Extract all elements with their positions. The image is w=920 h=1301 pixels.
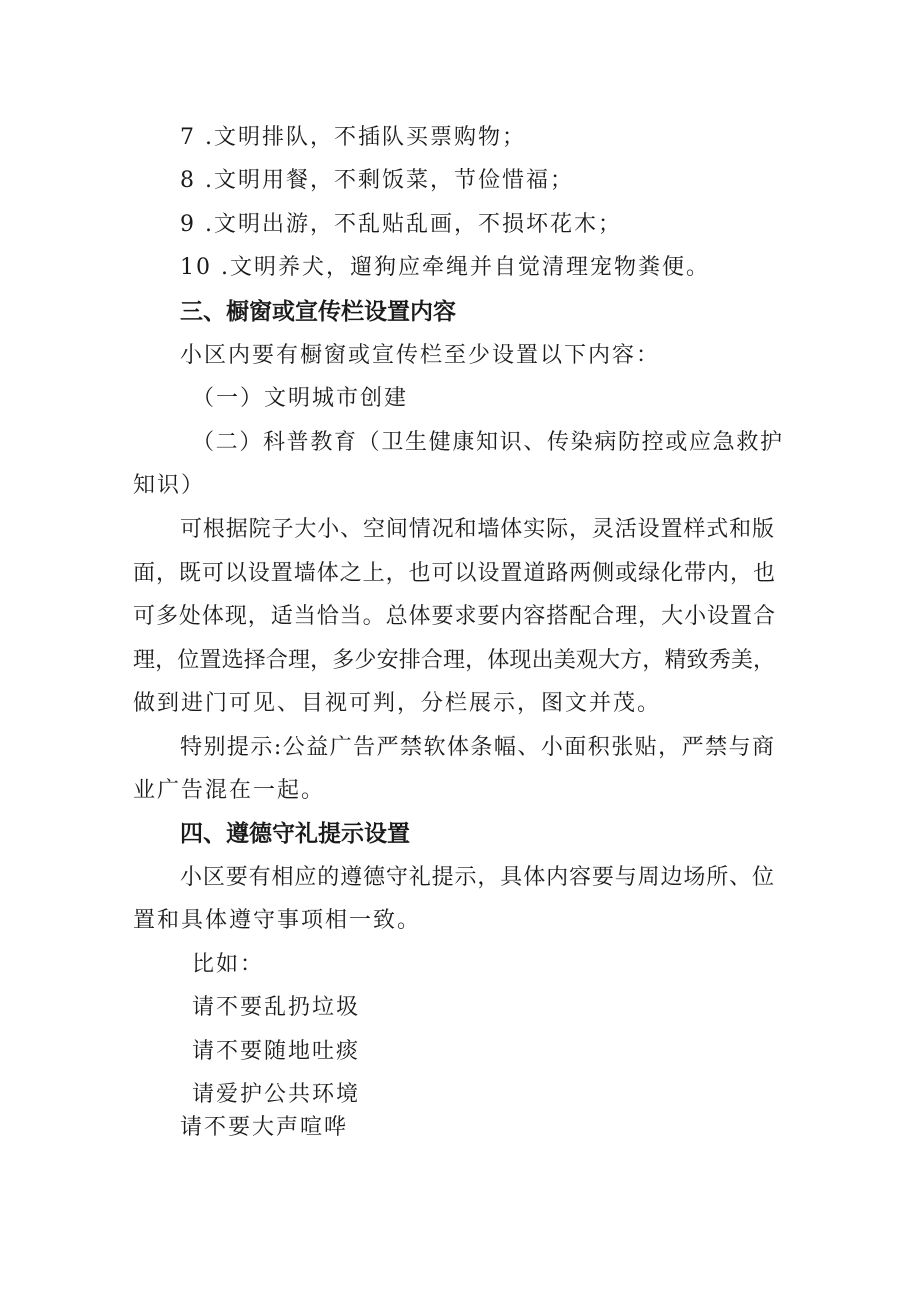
section4-heading: 四、遵德守礼提示设置 [180,821,410,847]
section3-paragraph-line5: 做到进门可见、目视可判，分栏展示，图文并茂。 [133,691,662,716]
section4-paragraph-line1: 小区要有相应的遵德守礼提示，具体内容要与周边场所、位 [180,865,774,890]
example-label: 比如： [192,952,265,977]
example-item-2: 请不要随地吐痰 [192,1039,361,1064]
section3-paragraph-line1: 可根据院子大小、空间情况和墙体实际，灵活设置样式和版 [180,517,774,542]
list-item-10: 10 .文明养犬，遛狗应牵绳并自觉清理宠物粪便。 [180,255,710,280]
example-item-1: 请不要乱扔垃圾 [192,995,361,1020]
section3-note-line2: 业广告混在一起。 [133,778,326,803]
section3-note-line1: 特别提示:公益广告严禁软体条幅、小面积张贴，严禁与商 [180,735,774,760]
section4-paragraph-line2: 置和具体遵守事项相一致。 [133,908,422,933]
section3-intro: 小区内要有橱窗或宣传栏至少设置以下内容： [180,343,661,368]
section3-paragraph-line2: 面，既可以设置墙体之上，也可以设置道路两侧或绿化带内，也 [133,561,775,586]
section3-heading: 三、橱窗或宣传栏设置内容 [180,299,456,325]
section3-item-1: （一）文明城市创建 [192,386,409,411]
list-item-7: 7 .文明排队，不插队买票购物； [180,125,526,150]
example-item-4: 请不要大声喧哗 [180,1115,349,1140]
section3-paragraph-line4: 理，位置选择合理，多少安排合理，体现出美观大方，精致秀美， [133,648,775,673]
example-item-3: 请爱护公共环境 [192,1082,361,1107]
section3-item-2-line1: （二）科普教育（卫生健康知识、传染病防控或应急救护 [192,430,782,455]
list-item-9: 9 .文明出游，不乱贴乱画，不损坏花木； [180,212,622,237]
section3-paragraph-line3: 可多处体现，适当恰当。总体要求要内容搭配合理，大小设置合 [133,604,775,629]
section3-item-2-line2: 知识） [133,473,206,498]
list-item-8: 8 .文明用餐，不剩饭菜，节俭惜福； [180,168,574,193]
